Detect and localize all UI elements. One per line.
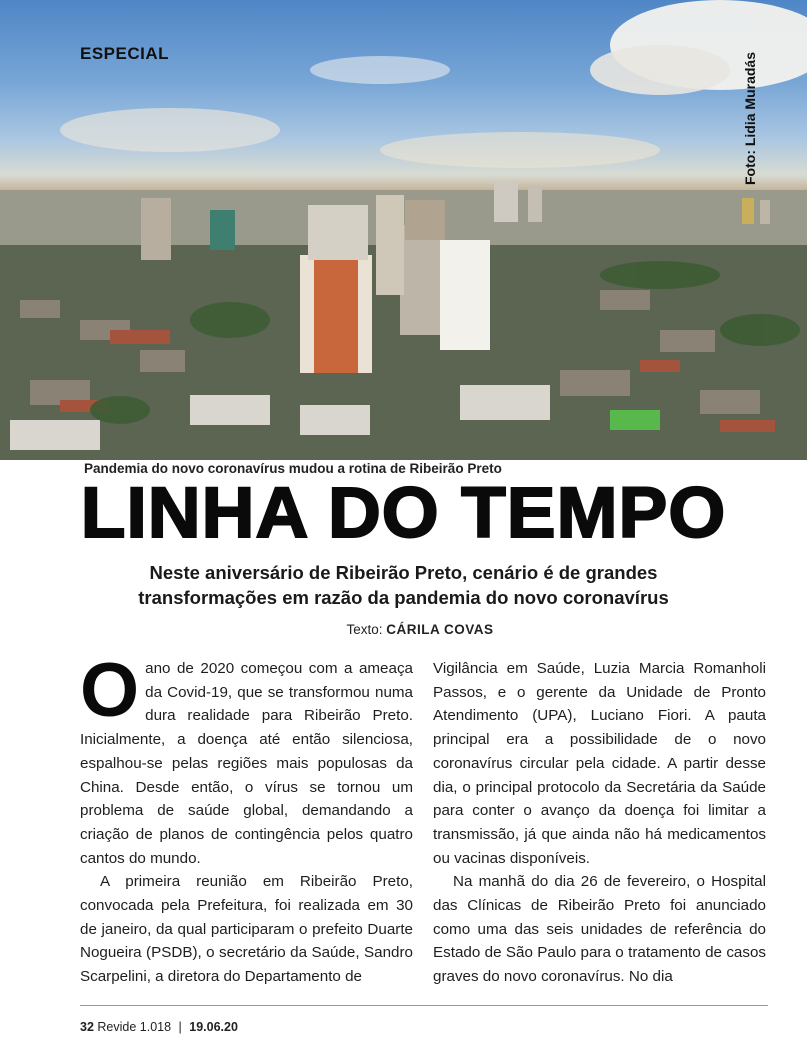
paragraph: Na manhã do dia 26 de fevereiro, o Hospital das Clínicas de Ribeirão Preto foi anunciado como uma das seis unidades de referência do Estado de São Paulo para o tratamento de casos graves do novo coronavírus. No dia: [433, 873, 766, 986]
article-column-left: [80, 648, 413, 989]
paragraph-text: ano de 2020 começou com a ameaça da Covid-19, que se transformou numa dura realidade para Ribeirão Preto. Inicialmente, a doença até então silenciosa, espalhou-se pelas regiões mais populosas da China. Desde então, o vírus se tornou um problema de saúde global, demandando a criação de planos de contingência pelos quatro cantos do mundo.: [80, 660, 413, 867]
paragraph: [80, 648, 413, 870]
footer-divider: [80, 1005, 768, 1006]
photo-credit: Foto: Lidia Muradás: [742, 52, 758, 185]
issue-date: 19.06.20: [189, 1020, 238, 1034]
city-skyline-illustration: [0, 0, 807, 460]
magazine-issue: Revide 1.018: [97, 1020, 172, 1034]
subtitle-line-1: Neste aniversário de Ribeirão Preto, cenário é de grandes: [149, 562, 658, 583]
cover-photo-ribeirao-preto: [0, 0, 807, 460]
byline: [0, 622, 807, 637]
page-number: 32: [80, 1020, 94, 1034]
article-headline: LINHA DO TEMPO: [80, 474, 727, 553]
page-footer: [80, 1020, 238, 1034]
article-subtitle: [0, 560, 807, 610]
byline-label: Texto:: [346, 622, 383, 637]
drop-cap: O: [80, 648, 140, 733]
paragraph: Vigilância em Saúde, Luzia Marcia Romanholi Passos, e o gerente da Unidade de Pronto Atendimento (UPA), Luciano Fiori. A pauta principal era a possibilidade de o novo coronavírus circular pela cidade. A partir desse dia, o principal protocolo da Secretária da Saúde para conter o avanço da doença foi limitar a transmissão, já que ainda não há medicamentos ou vacinas disponíveis.: [433, 660, 766, 867]
footer-separator: |: [178, 1020, 182, 1034]
section-tag: ESPECIAL: [80, 44, 170, 63]
subtitle-line-2: transformações em razão da pandemia do novo coronavírus: [138, 587, 669, 608]
photo-caption: Pandemia do novo coronavírus mudou a rotina de Ribeirão Preto: [84, 461, 502, 476]
byline-author: CÁRILA COVAS: [386, 622, 494, 637]
article-column-right: [433, 657, 766, 989]
paragraph: A primeira reunião em Ribeirão Preto, convocada pela Prefeitura, foi realizada em 30 de janeiro, da qual participaram o prefeito Duarte Nogueira (PSDB), o secretário da Saúde, Sandro Scarpelini, a diretora do Departamento de: [80, 873, 413, 986]
